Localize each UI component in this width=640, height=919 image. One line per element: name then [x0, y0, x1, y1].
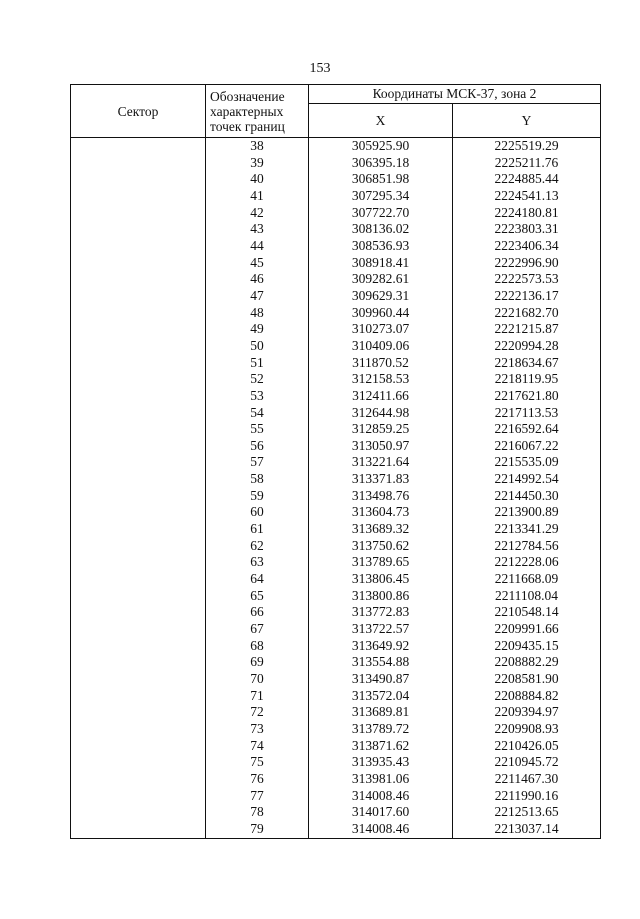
y-cell: 2221215.87: [453, 321, 601, 338]
sector-cell: [71, 471, 206, 488]
table-row: [71, 621, 601, 638]
x-cell: 313554.88: [309, 654, 453, 671]
table-row: [71, 671, 601, 688]
header-sector: Сектор: [71, 85, 206, 138]
y-cell: 2222996.90: [453, 255, 601, 272]
x-cell: 307722.70: [309, 205, 453, 222]
point-cell: 68: [206, 638, 309, 655]
y-cell: 2225519.29: [453, 138, 601, 155]
table-row: [71, 721, 601, 738]
table-row: [71, 754, 601, 771]
sector-cell: [71, 554, 206, 571]
table-row: [71, 821, 601, 838]
point-cell: 72: [206, 704, 309, 721]
x-cell: 312859.25: [309, 421, 453, 438]
sector-cell: [71, 221, 206, 238]
table-row: [71, 388, 601, 405]
header-coords: Координаты МСК-37, зона 2: [309, 85, 601, 104]
x-cell: 311870.52: [309, 355, 453, 372]
x-cell: 314008.46: [309, 821, 453, 838]
x-cell: 313722.57: [309, 621, 453, 638]
table-row: [71, 171, 601, 188]
point-cell: 66: [206, 604, 309, 621]
table-row: [71, 355, 601, 372]
x-cell: 309960.44: [309, 305, 453, 322]
x-cell: 313750.62: [309, 538, 453, 555]
sector-cell: [71, 654, 206, 671]
y-cell: 2213037.14: [453, 821, 601, 838]
point-cell: 67: [206, 621, 309, 638]
table-row: [71, 504, 601, 521]
table-row: [71, 738, 601, 755]
x-cell: 313772.83: [309, 604, 453, 621]
table-row: [71, 688, 601, 705]
point-cell: 38: [206, 138, 309, 155]
sector-cell: [71, 738, 206, 755]
y-cell: 2211467.30: [453, 771, 601, 788]
y-cell: 2225211.76: [453, 155, 601, 172]
x-cell: 313221.64: [309, 454, 453, 471]
x-cell: 306851.98: [309, 171, 453, 188]
x-cell: 309629.31: [309, 288, 453, 305]
y-cell: 2210548.14: [453, 604, 601, 621]
table-row: [71, 604, 601, 621]
y-cell: 2224885.44: [453, 171, 601, 188]
point-cell: 54: [206, 405, 309, 422]
table-row: [71, 271, 601, 288]
x-cell: 307295.34: [309, 188, 453, 205]
point-cell: 45: [206, 255, 309, 272]
x-cell: 313935.43: [309, 754, 453, 771]
y-cell: 2217113.53: [453, 405, 601, 422]
x-cell: 313649.92: [309, 638, 453, 655]
sector-cell: [71, 804, 206, 821]
sector-cell: [71, 821, 206, 838]
coordinates-table: [70, 84, 601, 839]
y-cell: 2221682.70: [453, 305, 601, 322]
y-cell: 2214992.54: [453, 471, 601, 488]
header-x: X: [309, 103, 453, 137]
sector-cell: [71, 538, 206, 555]
header-y: Y: [453, 103, 601, 137]
y-cell: 2216592.64: [453, 421, 601, 438]
y-cell: 2212513.65: [453, 804, 601, 821]
y-cell: 2217621.80: [453, 388, 601, 405]
x-cell: 314017.60: [309, 804, 453, 821]
sector-cell: [71, 671, 206, 688]
sector-cell: [71, 788, 206, 805]
sector-cell: [71, 688, 206, 705]
point-cell: 43: [206, 221, 309, 238]
point-cell: 65: [206, 588, 309, 605]
sector-cell: [71, 521, 206, 538]
point-cell: 63: [206, 554, 309, 571]
x-cell: 310273.07: [309, 321, 453, 338]
sector-cell: [71, 355, 206, 372]
sector-cell: [71, 338, 206, 355]
point-cell: 77: [206, 788, 309, 805]
point-cell: 55: [206, 421, 309, 438]
sector-cell: [71, 138, 206, 155]
point-cell: 69: [206, 654, 309, 671]
y-cell: 2214450.30: [453, 488, 601, 505]
sector-cell: [71, 454, 206, 471]
sector-cell: [71, 171, 206, 188]
y-cell: 2209394.97: [453, 704, 601, 721]
x-cell: 313604.73: [309, 504, 453, 521]
sector-cell: [71, 271, 206, 288]
x-cell: 308536.93: [309, 238, 453, 255]
y-cell: 2210426.05: [453, 738, 601, 755]
y-cell: 2213341.29: [453, 521, 601, 538]
table-row: [71, 221, 601, 238]
point-cell: 71: [206, 688, 309, 705]
sector-cell: [71, 405, 206, 422]
y-cell: 2208882.29: [453, 654, 601, 671]
y-cell: 2215535.09: [453, 454, 601, 471]
y-cell: 2210945.72: [453, 754, 601, 771]
x-cell: 306395.18: [309, 155, 453, 172]
y-cell: 2218119.95: [453, 371, 601, 388]
point-cell: 64: [206, 571, 309, 588]
point-cell: 52: [206, 371, 309, 388]
sector-cell: [71, 438, 206, 455]
table-row: [71, 454, 601, 471]
x-cell: 312158.53: [309, 371, 453, 388]
y-cell: 2208581.90: [453, 671, 601, 688]
table-row: [71, 521, 601, 538]
table-row: [71, 488, 601, 505]
x-cell: 313050.97: [309, 438, 453, 455]
y-cell: 2212228.06: [453, 554, 601, 571]
sector-cell: [71, 188, 206, 205]
table-row: [71, 421, 601, 438]
sector-cell: [71, 488, 206, 505]
point-cell: 48: [206, 305, 309, 322]
x-cell: 313371.83: [309, 471, 453, 488]
table-row: [71, 371, 601, 388]
point-cell: 79: [206, 821, 309, 838]
point-cell: 74: [206, 738, 309, 755]
sector-cell: [71, 238, 206, 255]
sector-cell: [71, 704, 206, 721]
x-cell: 308918.41: [309, 255, 453, 272]
point-cell: 60: [206, 504, 309, 521]
x-cell: 313981.06: [309, 771, 453, 788]
y-cell: 2224541.13: [453, 188, 601, 205]
sector-cell: [71, 754, 206, 771]
sector-cell: [71, 288, 206, 305]
point-cell: 47: [206, 288, 309, 305]
page-number: 153: [309, 61, 331, 76]
table-row: [71, 804, 601, 821]
table-row: [71, 138, 601, 155]
sector-cell: [71, 421, 206, 438]
sector-cell: [71, 388, 206, 405]
y-cell: 2211668.09: [453, 571, 601, 588]
point-cell: 51: [206, 355, 309, 372]
point-cell: 61: [206, 521, 309, 538]
table-row: [71, 471, 601, 488]
sector-cell: [71, 155, 206, 172]
sector-cell: [71, 621, 206, 638]
point-cell: 70: [206, 671, 309, 688]
y-cell: 2224180.81: [453, 205, 601, 222]
sector-cell: [71, 588, 206, 605]
sector-cell: [71, 571, 206, 588]
y-cell: 2211108.04: [453, 588, 601, 605]
y-cell: 2216067.22: [453, 438, 601, 455]
point-cell: 53: [206, 388, 309, 405]
y-cell: 2222573.53: [453, 271, 601, 288]
table-row: [71, 321, 601, 338]
sector-cell: [71, 638, 206, 655]
sector-cell: [71, 321, 206, 338]
table-row: [71, 588, 601, 605]
sector-cell: [71, 721, 206, 738]
table-row: [71, 704, 601, 721]
x-cell: 312411.66: [309, 388, 453, 405]
point-cell: 56: [206, 438, 309, 455]
point-cell: 50: [206, 338, 309, 355]
table-row: [71, 405, 601, 422]
x-cell: 313806.45: [309, 571, 453, 588]
y-cell: 2223406.34: [453, 238, 601, 255]
x-cell: 312644.98: [309, 405, 453, 422]
y-cell: 2209908.93: [453, 721, 601, 738]
y-cell: 2220994.28: [453, 338, 601, 355]
point-cell: 40: [206, 171, 309, 188]
table-row: [71, 288, 601, 305]
table-row: [71, 638, 601, 655]
x-cell: 310409.06: [309, 338, 453, 355]
x-cell: 313689.32: [309, 521, 453, 538]
table-row: [71, 538, 601, 555]
point-cell: 76: [206, 771, 309, 788]
table-row: [71, 338, 601, 355]
y-cell: 2209991.66: [453, 621, 601, 638]
x-cell: 313871.62: [309, 738, 453, 755]
table-row: [71, 788, 601, 805]
sector-cell: [71, 604, 206, 621]
y-cell: 2212784.56: [453, 538, 601, 555]
sector-cell: [71, 255, 206, 272]
point-cell: 49: [206, 321, 309, 338]
sector-cell: [71, 371, 206, 388]
table-row: [71, 305, 601, 322]
table-row: [71, 554, 601, 571]
point-cell: 75: [206, 754, 309, 771]
y-cell: 2209435.15: [453, 638, 601, 655]
x-cell: 305925.90: [309, 138, 453, 155]
table-row: [71, 438, 601, 455]
table-row: [71, 238, 601, 255]
point-cell: 41: [206, 188, 309, 205]
point-cell: 62: [206, 538, 309, 555]
table-row: [71, 771, 601, 788]
table-row: [71, 188, 601, 205]
x-cell: 313789.65: [309, 554, 453, 571]
x-cell: 313498.76: [309, 488, 453, 505]
x-cell: 313789.72: [309, 721, 453, 738]
table-body: [71, 138, 601, 839]
point-cell: 78: [206, 804, 309, 821]
y-cell: 2218634.67: [453, 355, 601, 372]
header-point-label: Обозначение характерных точек границ: [206, 85, 309, 138]
point-cell: 46: [206, 271, 309, 288]
table-row: [71, 205, 601, 222]
point-cell: 39: [206, 155, 309, 172]
sector-cell: [71, 205, 206, 222]
point-cell: 73: [206, 721, 309, 738]
point-cell: 59: [206, 488, 309, 505]
table-row: [71, 155, 601, 172]
sector-cell: [71, 504, 206, 521]
sector-cell: [71, 771, 206, 788]
y-cell: 2211990.16: [453, 788, 601, 805]
x-cell: 308136.02: [309, 221, 453, 238]
y-cell: 2213900.89: [453, 504, 601, 521]
table-row: [71, 255, 601, 272]
table-row: [71, 654, 601, 671]
x-cell: 313800.86: [309, 588, 453, 605]
x-cell: 314008.46: [309, 788, 453, 805]
point-cell: 44: [206, 238, 309, 255]
point-cell: 57: [206, 454, 309, 471]
x-cell: 313689.81: [309, 704, 453, 721]
x-cell: 309282.61: [309, 271, 453, 288]
x-cell: 313490.87: [309, 671, 453, 688]
table-row: [71, 571, 601, 588]
y-cell: 2208884.82: [453, 688, 601, 705]
y-cell: 2222136.17: [453, 288, 601, 305]
point-cell: 58: [206, 471, 309, 488]
sector-cell: [71, 305, 206, 322]
x-cell: 313572.04: [309, 688, 453, 705]
y-cell: 2223803.31: [453, 221, 601, 238]
point-cell: 42: [206, 205, 309, 222]
